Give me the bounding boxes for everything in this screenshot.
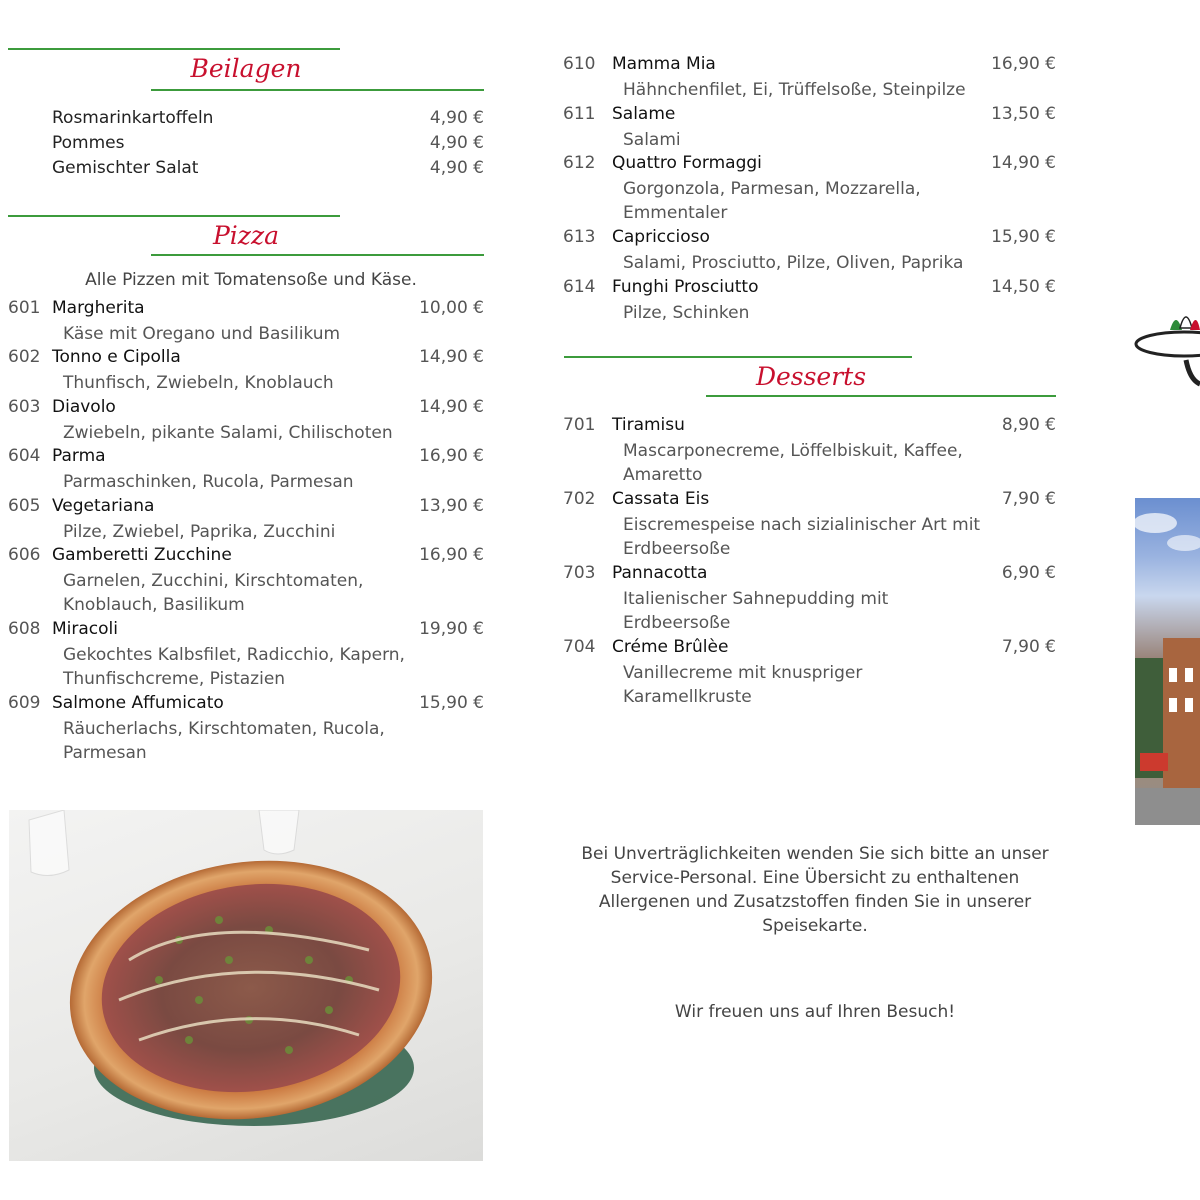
pizza-note: Alle Pizzen mit Tomatensoße und Käse. <box>85 270 417 290</box>
item-price: 7,90 € <box>1001 489 1056 509</box>
item-description: Italienischer Sahnepudding mit Erdbeersoße <box>623 589 889 633</box>
menu-item <box>8 347 484 397</box>
item-description: Käse mit Oregano und Basilikum <box>63 324 341 344</box>
item-name: Miracoli <box>52 619 118 639</box>
restaurant-logo <box>1132 300 1200 390</box>
heading-rule-bottom <box>706 395 1056 397</box>
pizza-illustration <box>9 810 483 1161</box>
side-dish-name: Rosmarinkartoffeln <box>52 108 214 128</box>
item-price: 14,90 € <box>991 153 1056 173</box>
menu-item <box>563 54 1056 104</box>
heading-rule-bottom <box>151 89 484 91</box>
item-description: Pilze, Schinken <box>623 303 750 323</box>
item-number: 604 <box>8 446 41 466</box>
item-price: 13,50 € <box>991 104 1056 124</box>
menu-item <box>563 563 1056 637</box>
menu-item <box>8 446 484 496</box>
chef-hat-logo-icon <box>1132 300 1200 390</box>
item-description: Gekochtes Kalbsfilet, Radicchio, Kapern, Thunfischcreme, Pistazien <box>63 645 405 689</box>
item-name: Margherita <box>52 298 145 318</box>
item-number: 608 <box>8 619 41 639</box>
item-name: Vegetariana <box>52 496 155 516</box>
item-name: Cassata Eis <box>612 489 710 509</box>
menu-item <box>8 619 484 693</box>
item-description: Mascarponecreme, Löffelbiskuit, Kaffee, Amaretto <box>623 441 963 485</box>
item-description: Gorgonzola, Parmesan, Mozzarella, Emmentaler <box>623 179 921 223</box>
item-price: 8,90 € <box>1001 415 1056 435</box>
side-dish-row <box>52 158 484 183</box>
closing-message: Wir freuen uns auf Ihren Besuch! <box>674 1002 956 1022</box>
menu-item <box>563 227 1056 277</box>
item-name: Pannacotta <box>612 563 708 583</box>
item-price: 15,90 € <box>991 227 1056 247</box>
item-price: 19,90 € <box>419 619 484 639</box>
item-price: 10,00 € <box>419 298 484 318</box>
pizza-heading <box>8 215 484 265</box>
menu-item <box>8 397 484 447</box>
item-name: Mamma Mia <box>612 54 716 74</box>
item-name: Créme Brûlèe <box>612 637 729 657</box>
item-price: 15,90 € <box>419 693 484 713</box>
item-number: 704 <box>563 637 596 657</box>
item-name: Funghi Prosciutto <box>612 277 759 297</box>
item-number: 702 <box>563 489 596 509</box>
item-name: Salmone Affumicato <box>52 693 224 713</box>
item-description: Räucherlachs, Kirschtomaten, Rucola, Parmesan <box>63 719 385 763</box>
side-dish-name: Pommes <box>52 133 125 153</box>
side-dish-row <box>52 133 484 158</box>
item-number: 603 <box>8 397 41 417</box>
item-number: 703 <box>563 563 596 583</box>
item-description: Vanillecreme mit knuspriger Karamellkruste <box>623 663 863 707</box>
item-name: Quattro Formaggi <box>612 153 762 173</box>
item-description: Eiscremespeise nach sizialinischer Art mit Erdbeersoße <box>623 515 981 559</box>
item-number: 613 <box>563 227 596 247</box>
item-description: Thunfisch, Zwiebeln, Knoblauch <box>63 373 334 393</box>
item-price: 16,90 € <box>419 446 484 466</box>
menu-item <box>563 415 1056 489</box>
item-name: Tiramisu <box>612 415 685 435</box>
side-dish-price: 4,90 € <box>429 108 484 128</box>
item-description: Pilze, Zwiebel, Paprika, Zucchini <box>63 522 336 542</box>
item-number: 605 <box>8 496 41 516</box>
menu-item <box>563 637 1056 711</box>
item-price: 16,90 € <box>991 54 1056 74</box>
heading-rule-top <box>8 215 340 217</box>
item-number: 602 <box>8 347 41 367</box>
beilagen-heading <box>8 48 484 98</box>
item-number: 610 <box>563 54 596 74</box>
item-name: Salame <box>612 104 676 124</box>
heading-rule-top <box>564 356 912 358</box>
item-name: Parma <box>52 446 106 466</box>
item-number: 601 <box>8 298 41 318</box>
town-illustration <box>1135 498 1200 825</box>
menu-item <box>8 545 484 619</box>
item-number: 701 <box>563 415 596 435</box>
item-name: Gamberetti Zucchine <box>52 545 232 565</box>
pizza-title: Pizza <box>212 221 280 250</box>
item-name: Diavolo <box>52 397 116 417</box>
allergen-note: Bei Unverträglichkeiten wenden Sie sich bitte an unser Service-Personal. Eine Übersicht zu enthaltenen Allergenen und Zusatzstoffen finden Sie in unserer Speisekarte. <box>581 844 1049 936</box>
item-description: Parmaschinken, Rucola, Parmesan <box>63 472 354 492</box>
item-number: 614 <box>563 277 596 297</box>
menu-item <box>563 153 1056 227</box>
item-description: Salami <box>623 130 681 150</box>
item-price: 14,90 € <box>419 347 484 367</box>
side-dish-price: 4,90 € <box>429 133 484 153</box>
item-name: Capriccioso <box>612 227 710 247</box>
item-description: Zwiebeln, pikante Salami, Chilischoten <box>63 423 393 443</box>
side-dish-name: Gemischter Salat <box>52 158 199 178</box>
menu-item <box>563 277 1056 327</box>
item-name: Tonno e Cipolla <box>52 347 181 367</box>
menu-item <box>8 298 484 348</box>
beilagen-title: Beilagen <box>190 54 302 83</box>
item-number: 611 <box>563 104 596 124</box>
heading-rule-top <box>8 48 340 50</box>
item-number: 606 <box>8 545 41 565</box>
item-price: 13,90 € <box>419 496 484 516</box>
item-price: 7,90 € <box>1001 637 1056 657</box>
side-dish-price: 4,90 € <box>429 158 484 178</box>
item-price: 16,90 € <box>419 545 484 565</box>
town-photo <box>1135 498 1200 825</box>
item-description: Hähnchenfilet, Ei, Trüffelsoße, Steinpilze <box>623 80 966 100</box>
item-description: Garnelen, Zucchini, Kirschtomaten, Knoblauch, Basilikum <box>63 571 364 615</box>
menu-item <box>8 693 484 767</box>
desserts-title: Desserts <box>755 362 867 391</box>
menu-item <box>563 489 1056 563</box>
side-dish-row <box>52 108 484 133</box>
desserts-heading <box>564 356 1056 406</box>
item-price: 14,90 € <box>419 397 484 417</box>
menu-item <box>8 496 484 546</box>
item-price: 14,50 € <box>991 277 1056 297</box>
pizza-photo <box>9 810 483 1161</box>
item-price: 6,90 € <box>1001 563 1056 583</box>
heading-rule-bottom <box>151 254 484 256</box>
item-number: 612 <box>563 153 596 173</box>
item-number: 609 <box>8 693 41 713</box>
menu-item <box>563 104 1056 154</box>
item-description: Salami, Prosciutto, Pilze, Oliven, Paprika <box>623 253 964 273</box>
